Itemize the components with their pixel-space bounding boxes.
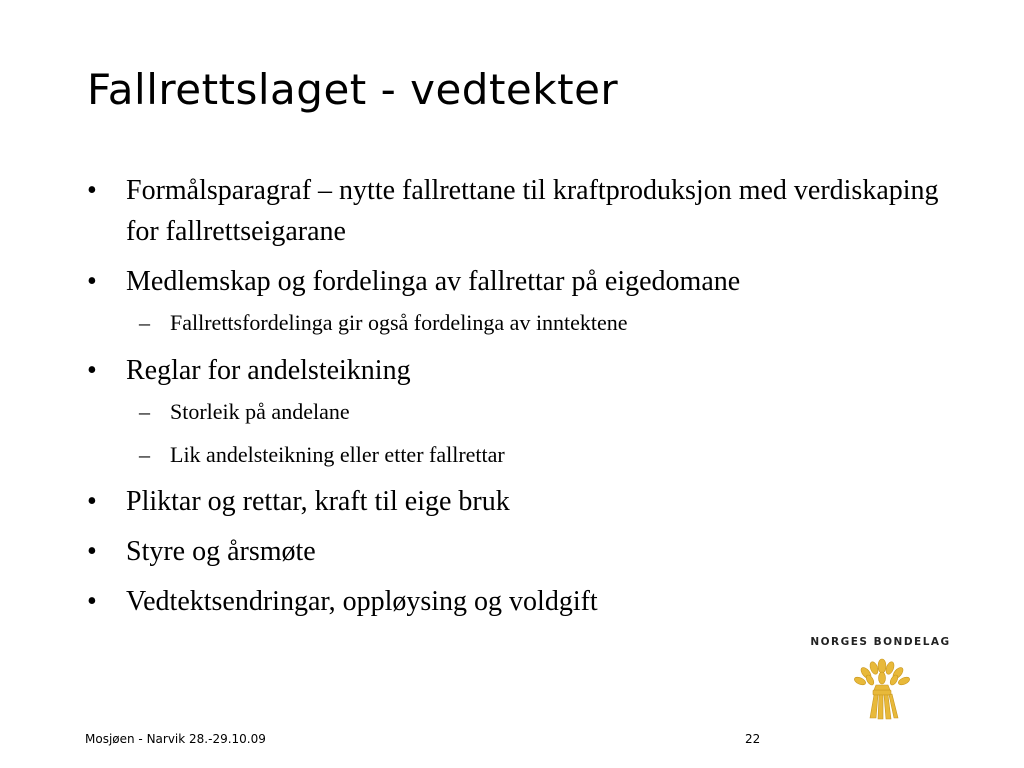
norges-bondelag-logo (808, 636, 953, 726)
bullet-mark: • (87, 536, 97, 567)
wheat-sheaf-icon (850, 658, 914, 722)
bullet-text: Medlemskap og fordelinga av fallrettar på eigedomane (126, 266, 741, 297)
logo-text: NORGES BONDELAG (810, 636, 951, 648)
bullet-item-medlemskap (87, 261, 947, 302)
page-number: 22 (745, 732, 761, 746)
bullet-mark: • (87, 586, 97, 617)
bullet-list (87, 170, 947, 622)
bullet-text: Vedtektsendringar, oppløysing og voldgift (126, 586, 598, 617)
bullet-text: Styre og årsmøte (126, 536, 316, 567)
sub-mark: – (139, 399, 150, 424)
sub-item-storleik (87, 396, 947, 427)
bullet-mark: • (87, 486, 97, 517)
bullet-text: Formålsparagraf – nytte fallrettane til kraftproduksjon med verdiskaping for fallrettseigarane (126, 175, 939, 247)
sub-text: Storleik på andelane (170, 399, 350, 424)
bullet-item-styre (87, 531, 947, 572)
sub-mark: – (139, 310, 150, 335)
sub-text: Fallrettsfordelinga gir også fordelinga av inntektene (170, 310, 628, 335)
bullet-item-reglar (87, 350, 947, 391)
bullet-item-pliktar (87, 481, 947, 522)
bullet-text: Pliktar og rettar, kraft til eige bruk (126, 486, 510, 517)
sub-item-lik-andelsteikning (87, 439, 947, 470)
bullet-mark: • (87, 355, 97, 386)
bullet-item-vedtektsendringar (87, 581, 947, 622)
bullet-text: Reglar for andelsteikning (126, 355, 411, 386)
sub-text: Lik andelsteikning eller etter fallrettar (170, 442, 505, 467)
bullet-item-formal (87, 170, 947, 252)
footer-location-date: Mosjøen - Narvik 28.-29.10.09 (85, 732, 266, 746)
bullet-mark: • (87, 175, 97, 206)
sub-mark: – (139, 442, 150, 467)
slide-title: Fallrettslaget - vedtekter (87, 65, 619, 114)
bullet-mark: • (87, 266, 97, 297)
sub-item-fallrettsfordeling (87, 307, 947, 338)
